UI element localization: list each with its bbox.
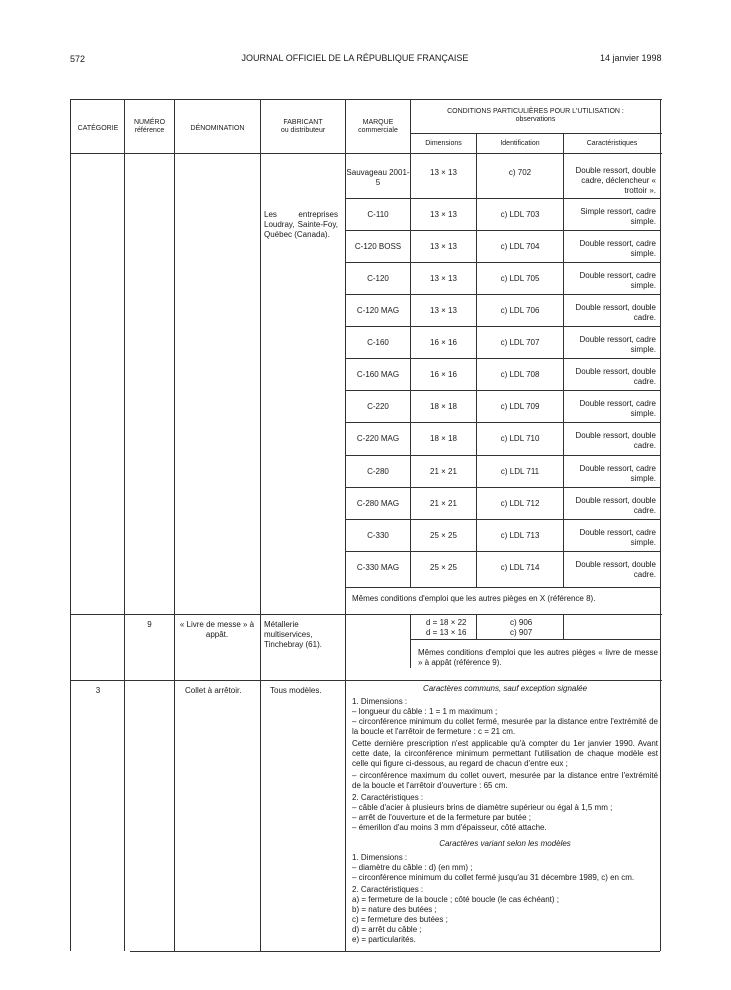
row-identification: c) LDL 707	[500, 338, 540, 347]
col-identification: Identification	[500, 140, 540, 147]
arret-butee: – arrêt de l'ouverture et de la fermeture par butée ;	[352, 813, 531, 822]
circonference-minimum: – circonférence minimum du collet fermé, mesurée par la distance entre l'extrémité de la boucle et l'arrêtoir de fermeture : c = 21 cm.	[352, 717, 658, 736]
col-commerciale: commerciale	[358, 127, 398, 134]
prescription-note: Cette dernière prescription n'est applicable qu'à compter du 1er janvier 1990. Avant cette date, la circonférence minimum permettant l'utilisation de chaque modèle est celle qui figure ci-dessous, au regard de chacun d'entre eux ;	[352, 739, 658, 768]
page-number: 572	[70, 54, 86, 64]
livre-fabricant: Métallerie multiservices, Tinchebray (61).	[264, 620, 322, 649]
livre-dimension-2: d = 13 × 16	[426, 628, 467, 637]
row-identification: c) LDL 714	[500, 563, 540, 572]
row-dimensions: 16 × 16	[430, 370, 457, 379]
col-reference: référence	[134, 127, 165, 134]
livre-denomination: « Livre de messe » à appât.	[179, 620, 255, 639]
fabricant-loudray: Les entreprises Loudray, Sainte-Foy, Québec (Canada).	[264, 210, 338, 239]
caracteres-communs-title: Caractères communs, sauf exception signalée	[422, 684, 588, 693]
row-dimensions: 18 × 18	[430, 434, 457, 443]
circonference-maximum: – circonférence maximum du collet ouvert, mesurée par la distance entre l'extrémité de la boucle et l'arrêtoir d'ouverture : 65 cm.	[352, 771, 658, 790]
col-caracteristiques: Caractéristiques	[586, 140, 638, 147]
row-caracteristiques: Double ressort, cadre simple.	[579, 399, 656, 418]
item-c: c) = fermeture des butées ;	[352, 915, 448, 924]
row-marque: C-330	[367, 531, 389, 540]
row-dimensions: 13 × 13	[430, 306, 457, 315]
row-caracteristiques: Double ressort, cadre simple.	[579, 528, 656, 547]
row-marque: C-330 MAG	[356, 563, 400, 572]
row-dimensions: 13 × 13	[430, 242, 457, 251]
col-categorie: CATÉGORIE	[77, 125, 119, 132]
col-fabricant: FABRICANT	[283, 119, 323, 126]
row-caracteristiques: Double ressort, double cadre.	[575, 367, 656, 386]
collet-categorie: 3	[95, 686, 101, 695]
caracteristiques-heading: 2. Caractéristiques :	[352, 793, 424, 802]
issue-date: 14 janvier 1998	[600, 53, 662, 63]
variant-dimensions-heading: 1. Dimensions :	[352, 853, 408, 862]
row-caracteristiques: Double ressort, cadre simple.	[579, 239, 656, 258]
row-marque: C-280 MAG	[356, 499, 400, 508]
livre-numero: 9	[147, 620, 152, 629]
col-marque: MARQUE	[362, 119, 394, 126]
emerillon: – émerillon d'au moins 3 mm d'épaisseur, côté attache.	[352, 823, 547, 832]
item-b: b) = nature des butées ;	[352, 905, 437, 914]
item-e: e) = particularités.	[352, 935, 416, 944]
col-denomination: DÉNOMINATION	[190, 125, 245, 132]
row-identification: c) LDL 704	[500, 242, 540, 251]
row-caracteristiques: Double ressort, cadre simple.	[579, 335, 656, 354]
row-marque: C-280	[367, 467, 389, 476]
row-caracteristiques: Double ressort, double cadre, déclencheur « trottoir ».	[575, 166, 656, 195]
row-identification: c) 702	[508, 168, 532, 177]
row-identification: c) LDL 713	[500, 531, 540, 540]
item-d: d) = arrêt du câble ;	[352, 925, 422, 934]
caracteres-variant-title: Caractères variant selon les modèles	[439, 839, 571, 848]
col-dimensions: Dimensions	[425, 140, 462, 147]
circonference-1989: – circonférence minimum du collet fermé jusqu'au 31 décembre 1989, c) en cm.	[352, 873, 635, 882]
row-dimensions: 13 × 13	[430, 210, 457, 219]
col-numero: NUMÉRO	[133, 119, 166, 126]
row-dimensions: 25 × 25	[430, 531, 457, 540]
livre-dimension-1: d = 18 × 22	[426, 618, 467, 627]
row-caracteristiques: Double ressort, double cadre.	[575, 560, 656, 579]
row-dimensions: 13 × 13	[430, 168, 457, 177]
livre-identification-1: c) 906	[510, 618, 533, 627]
row-dimensions: 13 × 13	[430, 274, 457, 283]
diametre-cable: – diamètre du câble : d) (en mm) ;	[352, 863, 473, 872]
row-marque: C-160	[367, 338, 389, 347]
col-distributeur: ou distributeur	[280, 127, 326, 134]
row-identification: c) LDL 706	[500, 306, 540, 315]
collet-denomination: Collet à arrêtoir.	[185, 686, 242, 695]
row-caracteristiques: Simple ressort, cadre simple.	[580, 207, 656, 226]
col-observations: observations	[515, 116, 556, 123]
collet-fabricant: Tous modèles.	[270, 686, 322, 695]
journal-title: JOURNAL OFFICIEL DE LA RÉPUBLIQUE FRANÇAISE	[241, 53, 469, 63]
cable-acier: – câble d'acier à plusieurs brins de diamètre supérieur ou égal à 1,5 mm ;	[352, 803, 613, 812]
row-dimensions: 21 × 21	[430, 467, 457, 476]
row-caracteristiques: Double ressort, double cadre.	[575, 496, 656, 515]
row-marque: C-120 BOSS	[354, 242, 402, 251]
row-marque: C-160 MAG	[356, 370, 400, 379]
row-identification: c) LDL 712	[500, 499, 540, 508]
livre-identification-2: c) 907	[510, 628, 533, 637]
row-identification: c) LDL 711	[500, 467, 540, 476]
row-identification: c) LDL 709	[500, 402, 540, 411]
row-identification: c) LDL 705	[500, 274, 540, 283]
row-identification: c) LDL 710	[500, 434, 540, 443]
dimensions-heading: 1. Dimensions :	[352, 697, 408, 706]
row-marque: C-220	[367, 402, 389, 411]
row-marque: Sauvageau 2001-5	[346, 168, 410, 187]
row-marque: C-220 MAG	[356, 434, 400, 443]
row-caracteristiques: Double ressort, double cadre.	[575, 303, 656, 322]
row-caracteristiques: Double ressort, cadre simple.	[579, 464, 656, 483]
row-marque: C-120	[367, 274, 389, 283]
longueur-cable: – longueur du câble : 1 = 1 m maximum ;	[352, 707, 498, 716]
livre-note: Mêmes conditions d'emploi que les autres pièges « livre de messe » à appât (référence 9).	[418, 648, 658, 667]
row-marque: C-120 MAG	[356, 306, 400, 315]
variant-caracteristiques-heading: 2. Caractéristiques :	[352, 885, 424, 894]
row-dimensions: 25 × 25	[430, 563, 457, 572]
row-caracteristiques: Double ressort, cadre simple.	[579, 271, 656, 290]
row-caracteristiques: Double ressort, double cadre.	[575, 431, 656, 450]
row-marque: C-110	[367, 210, 389, 219]
row-dimensions: 18 × 18	[430, 402, 457, 411]
row-identification: c) LDL 708	[500, 370, 540, 379]
memes-conditions-8: Mêmes conditions d'emploi que les autres pièges en X (référence 8).	[352, 594, 596, 603]
row-identification: c) LDL 703	[500, 210, 540, 219]
item-a: a) = fermeture de la boucle ; côté boucle (le cas échéant) ;	[352, 895, 560, 904]
row-dimensions: 16 × 16	[430, 338, 457, 347]
col-conditions: CONDITIONS PARTICULIÈRES POUR L'UTILISATION :	[447, 108, 624, 115]
row-dimensions: 21 × 21	[430, 499, 457, 508]
